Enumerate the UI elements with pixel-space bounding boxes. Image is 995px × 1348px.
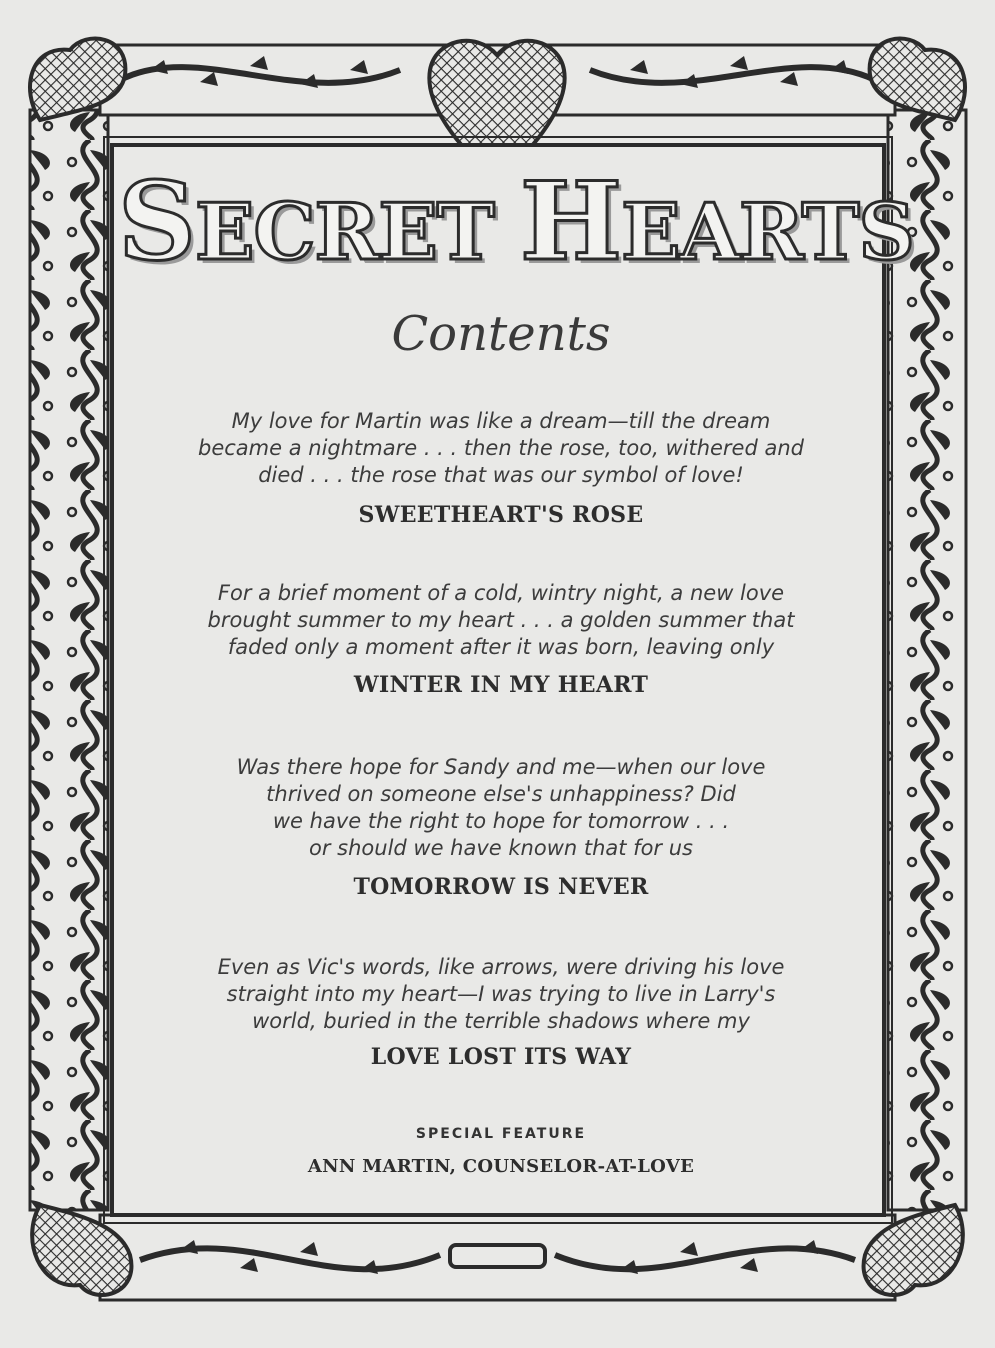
title-initial-s: S	[118, 159, 195, 285]
story-teaser	[138, 408, 864, 489]
teaser-line: Even as Vic's words, like arrows, were driving his love	[217, 955, 785, 979]
story-teaser	[138, 954, 864, 1035]
story-title[interactable]: LOVE LOST ITS WAY	[370, 1044, 632, 1070]
left-vine-band	[30, 110, 108, 1210]
special-feature-label: SPECIAL FEATURE	[415, 1126, 587, 1142]
contents-heading: Contents	[391, 306, 611, 362]
teaser-line: For a brief moment of a cold, wintry night, a new love	[217, 581, 785, 605]
teaser-line: we have the right to hope for tomorrow . . .	[272, 809, 730, 833]
story-teaser	[138, 754, 864, 862]
teaser-line: died . . . the rose that was our symbol of love!	[258, 463, 744, 487]
title-initial-h: H	[520, 159, 622, 285]
teaser-line: brought summer to my heart . . . a golden summer that	[207, 608, 795, 632]
special-feature-title[interactable]: ANN MARTIN, COUNSELOR-AT-LOVE	[307, 1156, 695, 1177]
title-word-one: ECRET	[195, 187, 521, 278]
teaser-line: Was there hope for Sandy and me—when our love	[236, 755, 766, 779]
teaser-line: or should we have known that for us	[309, 836, 693, 860]
teaser-line: world, buried in the terrible shadows where my	[252, 1009, 750, 1033]
teaser-line: faded only a moment after it was born, leaving only	[227, 635, 775, 659]
teaser-line: straight into my heart—I was trying to live in Larry's	[226, 982, 776, 1006]
story-title[interactable]: SWEETHEART'S ROSE	[358, 502, 644, 528]
story-title[interactable]: TOMORROW IS NEVER	[353, 874, 649, 900]
teaser-line: thrived on someone else's unhappiness? Did	[266, 782, 736, 806]
teaser-line: became a nightmare . . . then the rose, too, withered and	[198, 436, 804, 460]
story-teaser	[138, 580, 864, 661]
teaser-line: My love for Martin was like a dream—till the dream	[231, 409, 771, 433]
title-word-two: EARTS	[621, 187, 914, 278]
magazine-title	[118, 159, 914, 285]
contents-page	[118, 150, 914, 1210]
story-title[interactable]: WINTER IN MY HEART	[353, 672, 649, 698]
